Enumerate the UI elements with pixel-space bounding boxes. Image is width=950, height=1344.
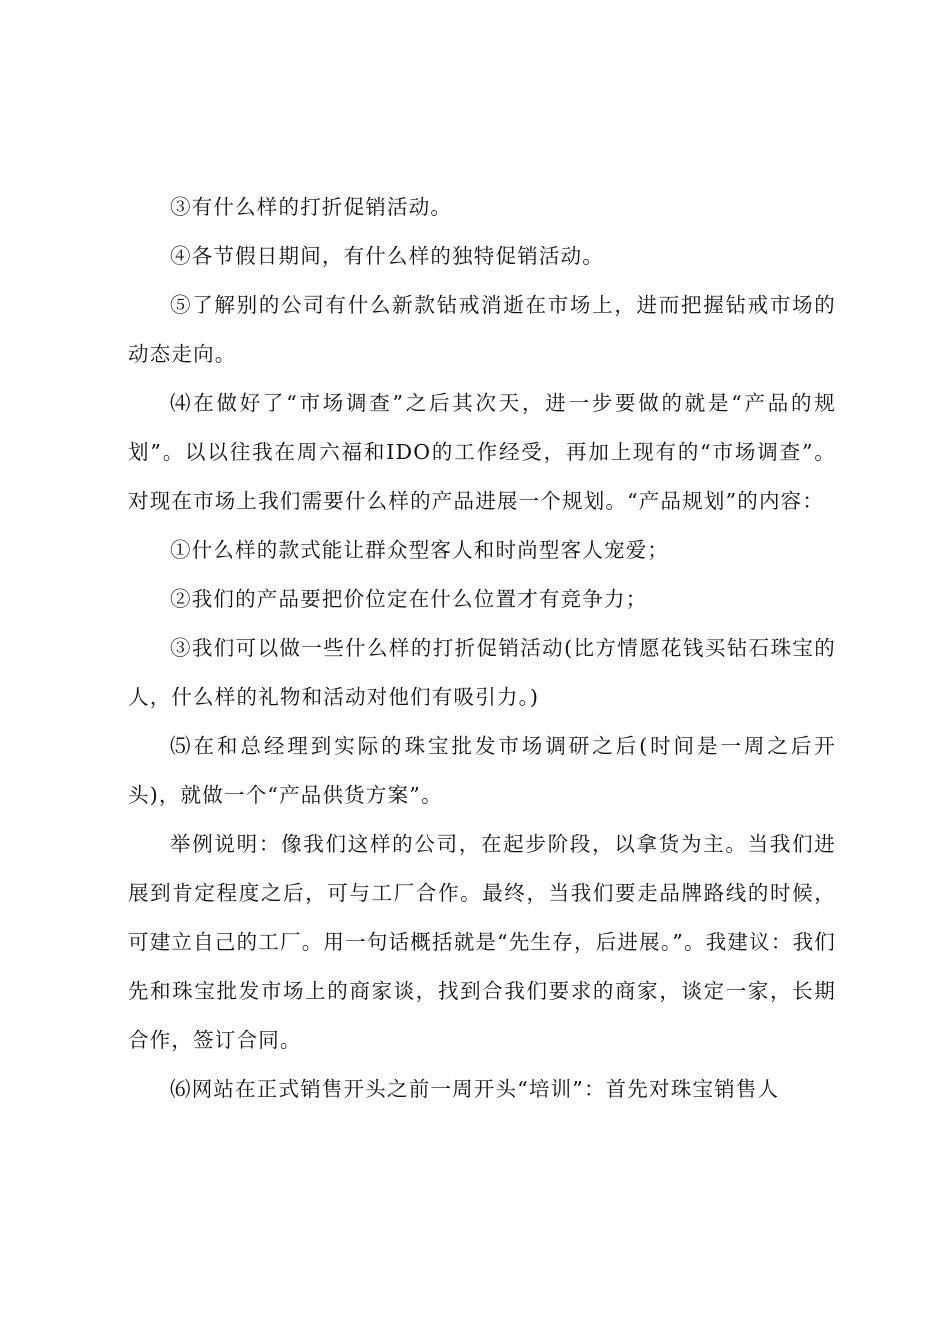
- paragraph-supply-plan: ⑸在和总经理到实际的珠宝批发市场调研之后(时间是一周之后开头)，就做一个“产品供货方案”。: [128, 734, 836, 807]
- paragraph-example: 举例说明：像我们这样的公司，在起步阶段，以拿货为主。当我们进展到肯定程度之后，可与工厂合作。最终，当我们要走品牌路线的时候，可建立自己的工厂。用一句话概括就是“先生存，后进展。”。我建议：我们先和珠宝批发市场上的商家谈，找到合我们要求的商家，谈定一家，长期合作，签订合同。: [128, 832, 836, 1052]
- paragraph-competitor-rings: ⑤了解别的公司有什么新款钻戒消逝在市场上，进而把握钻戒市场的动态走向。: [128, 293, 836, 366]
- paragraph-pricing: ②我们的产品要把价位定在什么位置才有竞争力；: [170, 587, 648, 611]
- paragraph-styles: ①什么样的款式能让群众型客人和时尚型客人宠爱；: [170, 538, 670, 562]
- paragraph-holiday-promotions: ④各节假日期间，有什么样的独特促销活动。: [170, 244, 604, 268]
- paragraph-promotions: ③我们可以做一些什么样的打折促销活动(比方情愿花钱买钻石珠宝的人，什么样的礼物和活动对他们有吸引力。): [128, 636, 836, 709]
- paragraph-discount-activities: ③有什么样的打折促销活动。: [170, 195, 453, 219]
- paragraph-product-planning: ⑷在做好了“市场调查”之后其次天，进一步要做的就是“产品的规划”。以以往我在周六福和IDO的工作经受，再加上现有的“市场调查”。对现在市场上我们需要什么样的产品进展一个规划。“产品规划”的内容：: [128, 391, 836, 513]
- paragraph-training: ⑹网站在正式销售开头之前一周开头“培训”：首先对珠宝销售人: [170, 1077, 780, 1101]
- document-body: [128, 183, 836, 1114]
